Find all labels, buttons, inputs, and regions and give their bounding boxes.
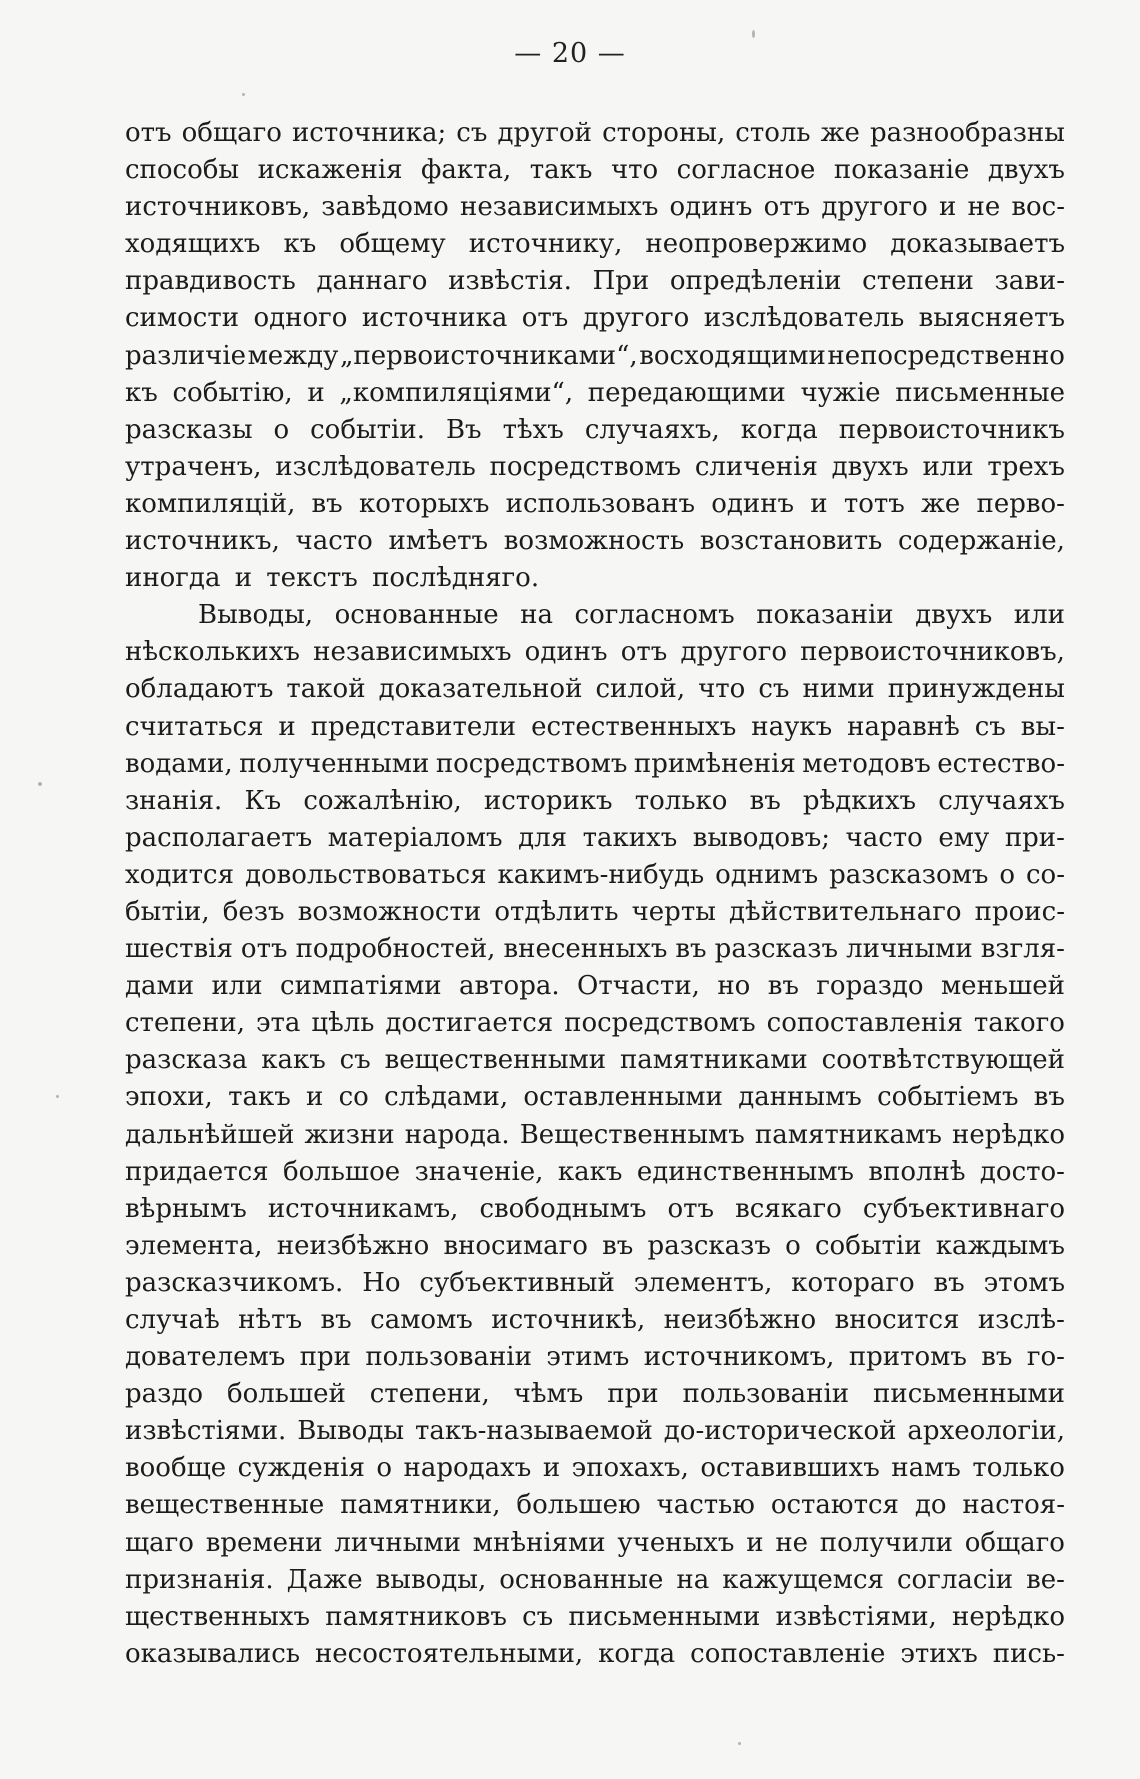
text-line: вещественные памятники, большею частью остаются до настоя- (125, 1490, 1065, 1521)
text-line: разсказчикомъ. Но субъективный элементъ, котораго въ этомъ (125, 1267, 1065, 1298)
text-line: дами или симпатіями автора. Отчасти, но въ гораздо меньшей (125, 971, 1065, 1002)
text-line: утраченъ, изслѣдователь посредствомъ сличенія двухъ или трехъ (125, 451, 1065, 482)
text-line: извѣстіями. Выводы такъ-называемой до-исторической археологіи, (125, 1416, 1065, 1447)
text-line: щественныхъ памятниковъ съ письменными извѣстіями, нерѣдко (125, 1601, 1065, 1632)
text-line: источниковъ, завѣдомо независимыхъ одинъ отъ другого и не вос- (125, 192, 1065, 223)
text-line: къ событію, и „компиляціями“, передающими чужіе письменные (125, 377, 1065, 408)
paper-speck (242, 93, 245, 96)
page-body-text (125, 115, 1065, 1673)
text-line: знанія. Къ сожалѣнію, историкъ только въ рѣдкихъ случаяхъ (125, 785, 1065, 816)
text-line: Выводы, основанные на согласномъ показаніи двухъ или (198, 600, 1065, 631)
text-line: располагаетъ матеріаломъ для такихъ выводовъ; часто ему при- (125, 822, 1065, 853)
text-line: различіе между „первоисточниками“, восходящими непосредственно (125, 340, 1065, 371)
text-line: раздо большей степени, чѣмъ при пользованіи письменными (125, 1379, 1065, 1410)
text-line: ходится довольствоваться какимъ-нибудь однимъ разсказомъ о со- (125, 859, 1065, 890)
text-line: шествія отъ подробностей, внесенныхъ въ разсказъ личными взгля- (125, 934, 1065, 965)
paper-speck (738, 1742, 741, 1745)
paragraph (125, 597, 1065, 1673)
text-line: обладаютъ такой доказательной силой, что съ ними принуждены (125, 674, 1065, 705)
text-line: правдивость даннаго извѣстія. При опредѣленіи степени зави- (125, 266, 1065, 297)
text-line: придается большое значеніе, какъ единственнымъ вполнѣ досто- (125, 1156, 1065, 1187)
text-line: разсказа какъ съ вещественными памятниками соотвѣтствующей (125, 1045, 1065, 1076)
text-line: случаѣ нѣтъ въ самомъ источникѣ, неизбѣжно вносится изслѣ- (125, 1305, 1065, 1335)
text-line: признанія. Даже выводы, основанные на кажущемся согласіи ве- (125, 1564, 1065, 1595)
text-line: вѣрнымъ источникамъ, свободнымъ отъ всякаго субъективнаго (125, 1193, 1065, 1224)
text-line: щаго времени личными мнѣніями ученыхъ и не получили общаго (125, 1527, 1065, 1558)
text-line: эпохи, такъ и со слѣдами, оставленными даннымъ событіемъ въ (125, 1082, 1065, 1113)
text-line: ходящихъ къ общему источнику, неопровержимо доказываетъ (125, 229, 1065, 260)
text-line: дователемъ при пользованіи этимъ источникомъ, притомъ въ го- (125, 1342, 1065, 1373)
text-line: источникъ, часто имѣетъ возможность возстановить содержаніе, (125, 526, 1065, 557)
text-line: отъ общаго источника; съ другой стороны, столь же разнообразны (125, 118, 1065, 148)
paragraph (125, 115, 1065, 597)
text-line: компиляцій, въ которыхъ использованъ одинъ и тотъ же перво- (125, 488, 1065, 519)
text-line: нѣсколькихъ независимыхъ одинъ отъ другого первоисточниковъ, (125, 637, 1065, 668)
text-line: считаться и представители естественныхъ наукъ наравнѣ съ вы- (125, 711, 1065, 742)
paper-speck (56, 1095, 59, 1098)
page-number: — 20 — (514, 38, 626, 69)
text-line: водами, полученными посредствомъ примѣненія методовъ естество- (125, 748, 1065, 779)
text-line: степени, эта цѣль достигается посредствомъ сопоставленія такого (125, 1008, 1065, 1039)
text-line: способы искаженія факта, такъ что согласное показаніе двухъ (125, 155, 1065, 186)
text-line: оказывались несостоятельными, когда сопоставленіе этихъ пись- (125, 1638, 1065, 1669)
paper-speck (38, 782, 42, 786)
text-line: разсказы о событіи. Въ тѣхъ случаяхъ, когда первоисточникъ (125, 414, 1065, 445)
text-line: элемента, неизбѣжно вносимаго въ разсказъ о событіи каждымъ (125, 1230, 1065, 1261)
text-line: бытіи, безъ возможности отдѣлить черты дѣйствительнаго проис- (125, 896, 1065, 927)
text-line: дальнѣйшей жизни народа. Вещественнымъ памятникамъ нерѣдко (125, 1119, 1065, 1150)
text-line: симости одного источника отъ другого изслѣдователь выясняетъ (125, 303, 1065, 334)
paper-speck (752, 30, 755, 38)
text-line: вообще сужденія о народахъ и эпохахъ, оставившихъ намъ только (125, 1453, 1065, 1484)
text-line: иногда и текстъ послѣдняго. (125, 563, 540, 594)
